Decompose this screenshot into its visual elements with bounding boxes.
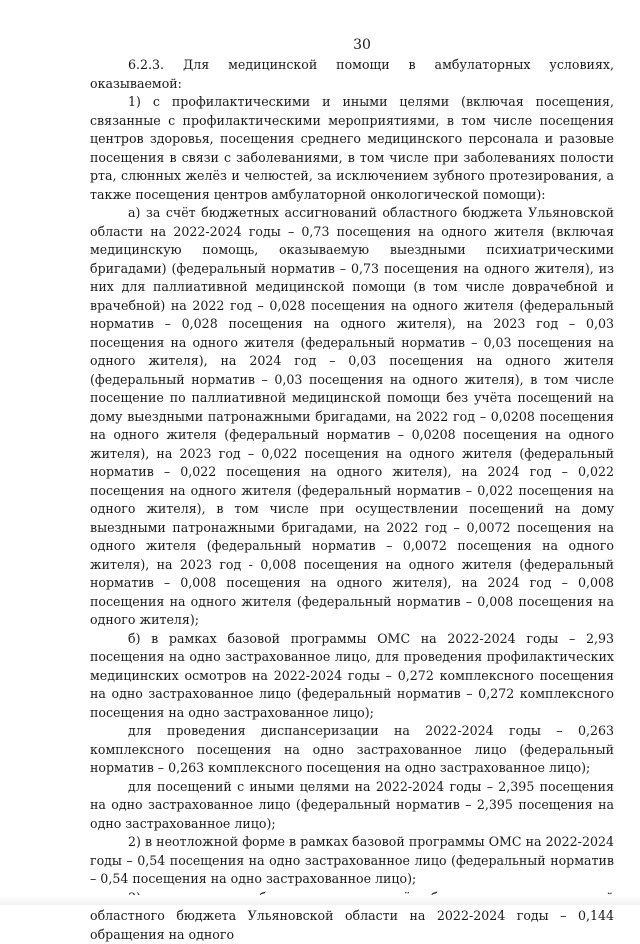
paragraph: 2) в неотложной форме в рамках базовой программы ОМС на 2022-2024 годы – 0,54 посещения на одно застрахованное лицо (федеральный норматив – 0,54 посещения на одно застрахованное лицо);	[90, 833, 614, 889]
section-heading: 6.2.3. Для медицинской помощи в амбулаторных условиях, оказываемой:	[90, 56, 614, 93]
paragraph: б) в рамках базовой программы ОМС на 2022-2024 годы – 2,93 посещения на одно застрахованное лицо, для проведения профилактических медицинских осмотров на 2022-2024 годы – 0,272 комплексного посещения на одно застрахованное лицо (федеральный норматив – 0,272 комплексного посещения на одно застрахованное лицо);	[90, 630, 614, 723]
paragraph: областного бюджета Ульяновской области на 2022-2024 годы – 0,144 обращения на одного	[90, 889, 614, 944]
paragraph: для проведения диспансеризации на 2022-2024 годы – 0,263 комплексного посещения на одно застрахованное лицо (федеральный норматив – 0,263 комплексного посещения на одно застрахованное лицо);	[90, 722, 614, 778]
paragraph: для посещений с иными целями на 2022-2024 годы – 2,395 посещения на одно застрахованное лицо (федеральный норматив – 2,395 посещения на одно застрахованное лицо);	[90, 778, 614, 834]
paragraph: а) за счёт бюджетных ассигнований областного бюджета Ульяновской области на 2022-2024 годы – 0,73 посещения на одного жителя (включая медицинскую помощь, оказываемую выездными психиатрическими бригадами) (федеральный норматив – 0,73 посещения на одного жителя), из них для паллиативной медицинской помощи (в том числе доврачебной и врачебной) на 2022 год – 0,028 посещения на одного жителя (федеральный норматив – 0,028 посещения на одного жителя), на 2023 год – 0,03 посещения на одного жителя (федеральный норматив – 0,03 посещения на одного жителя), на 2024 год – 0,03 посещения на одного жителя (федеральный норматив – 0,03 посещения на одного жителя), в том числе посещение по паллиативной медицинской помощи без учёта посещений на дому выездными патронажными бригадами, на 2022 год – 0,0208 посещения на одного жителя (федеральный норматив – 0,0208 посещения на одного жителя), на 2023 год – 0,022 посещения на одного жителя (федеральный норматив – 0,022 посещения на одного жителя), на 2024 год – 0,022 посещения на одного жителя (федеральный норматив – 0,022 посещения на одного жителя), в том числе при осуществлении посещений на дому выездными патронажными бригадами, на 2022 год – 0,0072 посещения на одного жителя (федеральный норматив – 0,0072 посещения на одного жителя), на 2023 год - 0,008 посещения на одного жителя (федеральный норматив – 0,008 посещения на одного жителя), на 2024 год – 0,008 посещения на одного жителя (федеральный норматив – 0,008 посещения на одного жителя);	[90, 204, 614, 630]
page-number: 30	[90, 36, 614, 54]
scan-edge	[0, 895, 640, 905]
paragraph: 1) с профилактическими и иными целями (включая посещения, связанные с профилактическими мероприятиями, в том числе посещения центров здоровья, посещения среднего медицинского персонала и разовые посещения в связи с заболеваниями, в том числе при заболеваниях полости рта, слюнных желёз и челюстей, за исключением зубного протезирования, а также посещения центров амбулаторной онкологической помощи):	[90, 93, 614, 204]
